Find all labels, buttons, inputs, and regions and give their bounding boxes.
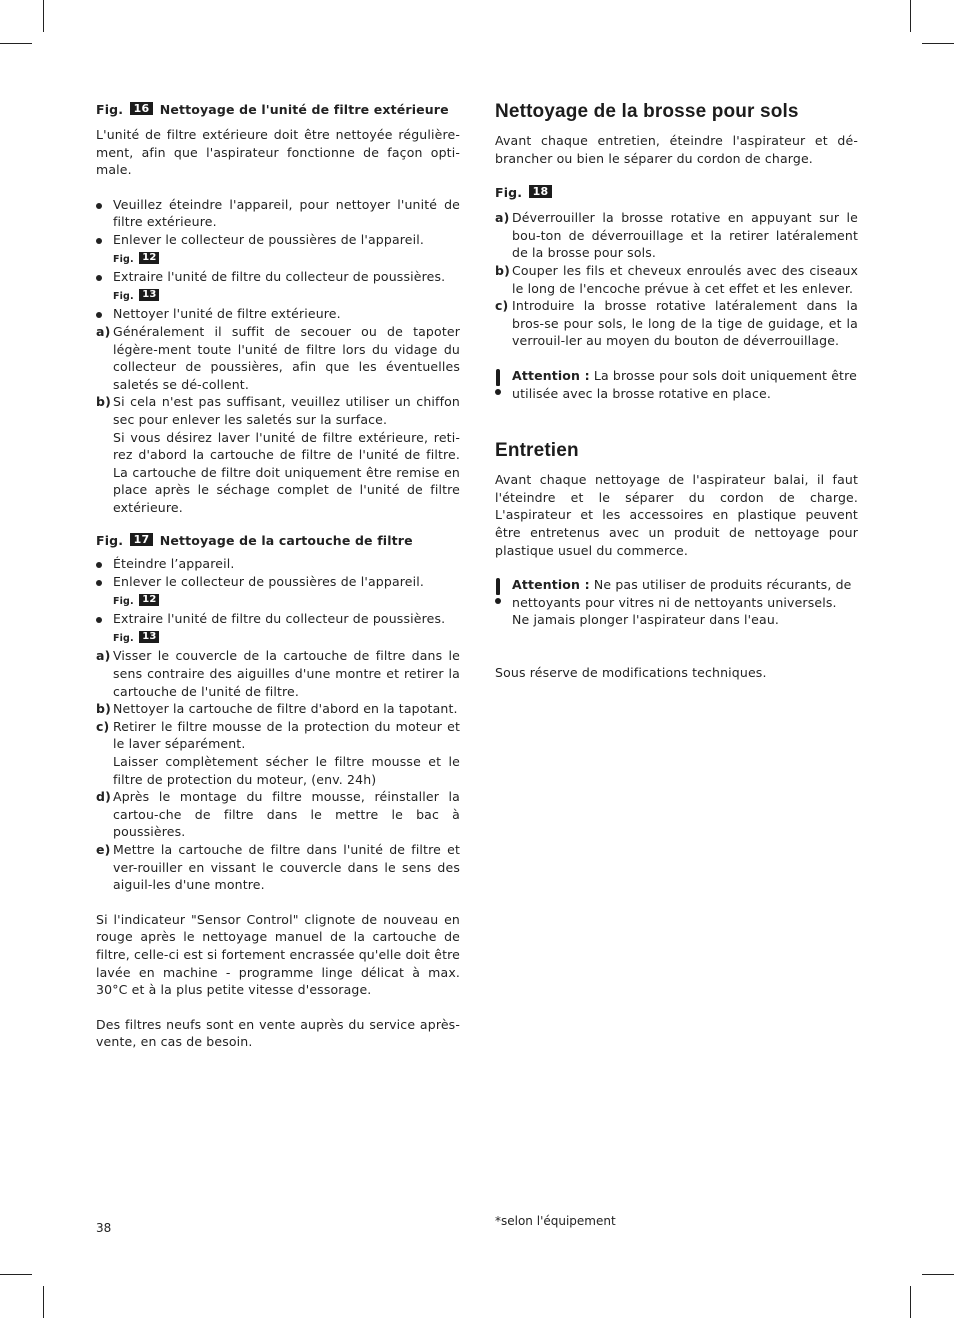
crop-mark	[922, 1274, 954, 1275]
step-item: a) Déverrouiller la brosse rotative en appuyant sur le bou-ton de déverrouillage et la retirer latéralement de la brosse pour sols.	[495, 210, 858, 261]
crop-mark	[910, 0, 911, 32]
maintenance-paragraph: Avant chaque nettoyage de l'aspirateur balai, il faut l'éteindre et le séparer du cordon de charge. L'aspirateur et les accessoires en plastique peuvent être entretenus avec un produit de nettoyage pour plastique usuel du commerce.	[495, 472, 858, 558]
footnote: *selon l'équipement	[495, 1214, 616, 1228]
fig-reference: Fig. 12	[113, 596, 161, 607]
fig-word: Fig.	[495, 185, 523, 201]
intro-paragraph: L'unité de filtre extérieure doit être nettoyée régulière-ment, afin que l'aspirateur fonctionne de façon opti-male.	[96, 127, 460, 178]
crop-mark	[43, 1286, 44, 1318]
list-item: Éteindre l’appareil.	[96, 555, 460, 573]
bullet-list	[96, 196, 460, 517]
crop-mark	[0, 43, 32, 44]
bullet-icon	[96, 312, 102, 318]
crop-mark	[910, 1286, 911, 1318]
left-column	[96, 100, 460, 1051]
bullet-icon	[96, 617, 102, 623]
step-item: d) Après le montage du filtre mousse, réinstaller la cartou-che de filtre dans le mettre le bac à poussières.	[96, 789, 460, 840]
crop-mark	[0, 1274, 32, 1275]
list-item: Veuillez éteindre l'appareil, pour nettoyer l'unité de filtre extérieure.	[96, 196, 460, 231]
page-number: 38	[96, 1221, 112, 1235]
section-title: Nettoyage de la cartouche de filtre	[159, 533, 413, 549]
right-column	[495, 100, 858, 681]
bullet-icon	[96, 580, 102, 586]
bullet-icon	[96, 275, 102, 281]
crop-mark	[922, 43, 954, 44]
sensor-control-paragraph: Si l'indicateur "Sensor Control" clignote de nouveau en rouge après le nettoyage manuel de la cartouche de filtre, celle-ci est si fortement encrassée qu'elle doit être lavée en machine - programme linge délicat à max. 30°C et à la plus petite vitesse d'essorage.	[96, 911, 460, 998]
list-item: Extraire l'unité de filtre du collecteur de poussières. Fig. 13	[96, 610, 460, 647]
heading-floor-brush: Nettoyage de la brosse pour sols	[495, 101, 799, 122]
heading-maintenance: Entretien	[495, 440, 579, 462]
step-item: c) Introduire la brosse rotative latéralement dans la bros-se pour sols, le long de la tige de guidage, et la verrouil-ler au moyen du bouton de déverrouillage.	[495, 298, 858, 349]
step-item: b) Couper les fils et cheveux enroulés avec des ciseaux le long de l'encoche prévue à cet effet et les enlever.	[495, 262, 858, 296]
fig-reference: Fig. 12	[113, 254, 161, 265]
fig-reference	[495, 183, 858, 203]
bullet-icon	[96, 562, 102, 568]
list-item: Nettoyer l'unité de filtre extérieure.	[96, 305, 460, 323]
attention-notice: Attention : Ne pas utiliser de produits récurants, de nettoyants pour vitres ni de nettoyants universels. Ne jamais plonger l'aspirateur dans l'eau.	[495, 576, 858, 629]
crop-mark	[43, 0, 44, 32]
technical-reserve-note: Sous réserve de modifications techniques.	[495, 664, 767, 680]
list-item: Extraire l'unité de filtre du collecteur de poussières. Fig. 13	[96, 268, 460, 305]
fig-number-badge: 16	[130, 102, 154, 115]
list-item: Enlever le collecteur de poussières de l'appareil. Fig. 12	[96, 231, 460, 268]
fig-word: Fig.	[96, 102, 124, 117]
bullet-list	[96, 555, 460, 893]
step-item: e) Mettre la cartouche de filtre dans l'unité de filtre et ver-rouiller en vissant le couvercle dans le sens des aiguil-les d'une montre.	[96, 841, 460, 893]
section-heading-filter-cartridge	[96, 531, 460, 551]
step-item: a) Généralement il suffit de secouer ou de tapoter légère-ment toute l'unité de filtre lors du vidage du collecteur de poussières, afin que les éventuelles saletés se dé-collent.	[96, 323, 460, 392]
fig-reference: Fig. 13	[113, 633, 161, 644]
fig-number-badge: 18	[529, 185, 553, 198]
fig-word: Fig.	[96, 533, 124, 549]
section-heading-outer-filter	[96, 100, 460, 120]
replacement-filters-paragraph: Des filtres neufs sont en vente auprès du service après-vente, en cas de besoin.	[96, 1016, 460, 1050]
bullet-icon	[96, 203, 102, 209]
attention-notice: Attention : La brosse pour sols doit uniquement être utilisée avec la brosse rotative en place.	[495, 367, 858, 402]
step-item: c) Retirer le filtre mousse de la protection du moteur et le laver séparément. Laisser complètement sécher le filtre mousse et le filtre de protection du moteur, (env. 24h)	[96, 718, 460, 787]
intro-paragraph: Avant chaque entretien, éteindre l'aspirateur et dé-brancher ou bien le séparer du cordon de charge.	[495, 133, 858, 166]
list-item: Enlever le collecteur de poussières de l'appareil. Fig. 12	[96, 573, 460, 610]
section-title: Nettoyage de l'unité de filtre extérieure	[159, 102, 449, 117]
bullet-icon	[96, 238, 102, 244]
step-item: b) Nettoyer la cartouche de filtre d'abord en la tapotant.	[96, 701, 458, 717]
fig-number-badge: 17	[130, 533, 154, 546]
step-item: b) Si cela n'est pas suffisant, veuillez utiliser un chiffon sec pour enlever les saletés sur la surface. Si vous désirez laver l'unité de filtre extérieure, reti-rez d'abord la cartouche de filtre de l'unité de filtre. La cartouche de filtre doit uniquement être remise en place après le séchage complet de l'unité de filtre extérieure.	[96, 394, 460, 515]
fig-reference: Fig. 13	[113, 291, 161, 302]
step-list	[495, 209, 858, 350]
step-item: a) Visser le couvercle de la cartouche de filtre dans le sens contraire des aiguilles d'une montre et retirer la cartouche de l'unité de filtre.	[96, 648, 460, 699]
